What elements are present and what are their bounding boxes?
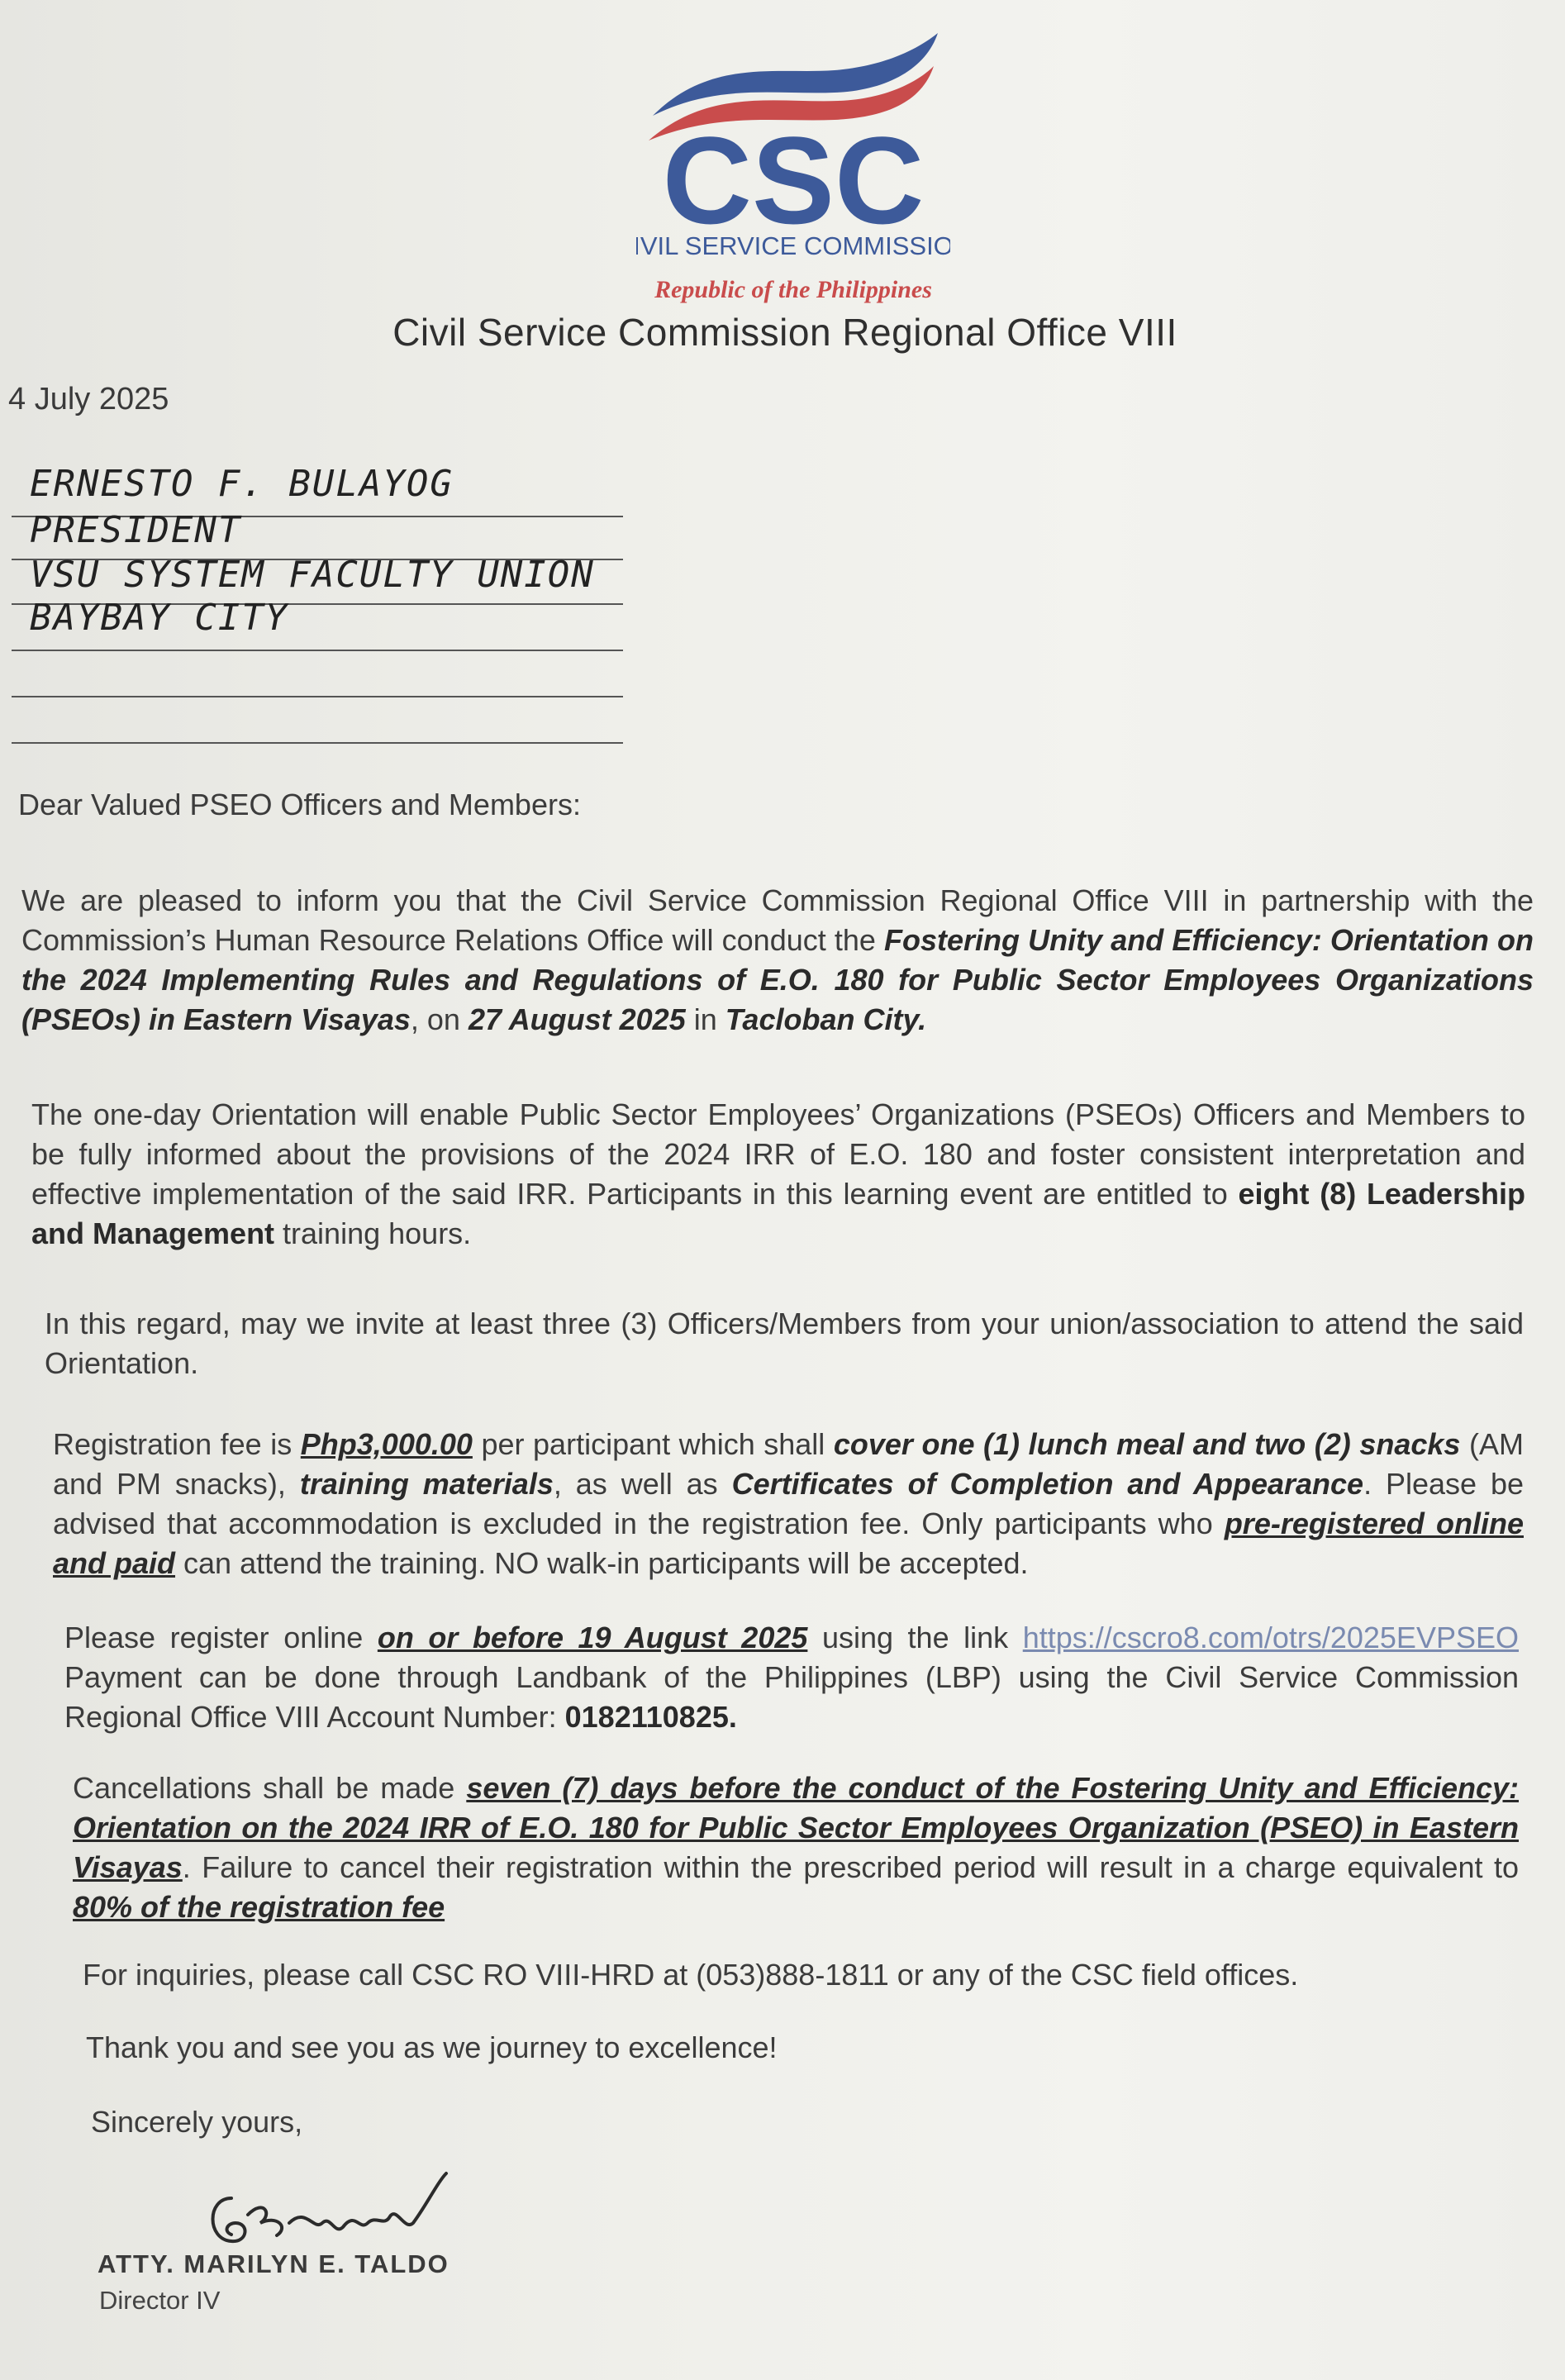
csc-logo-graphic (636, 25, 950, 273)
cancellation-charge: 80% of the registration fee (73, 1890, 445, 1924)
paragraph-orientation (31, 1095, 1525, 1254)
fee-coverage: cover one (1) lunch meal and two (2) snacks (833, 1427, 1461, 1461)
fee-amount: Php3,000.00 (300, 1427, 473, 1461)
addressee-position: PRESIDENT (30, 509, 242, 551)
addressee-city: BAYBAY CITY (30, 597, 289, 639)
closing: Sincerely yours, (91, 2105, 303, 2139)
cancellation-period: seven (7) days before the conduct of the Fostering Unity and Efficiency: Orientation on the 2024 IRR of E.O. 180 for Public Sector Employees Organization (PSEO) in Eastern Visayas (73, 1771, 1519, 1884)
registration-link[interactable]: https://cscro8.com/otrs/2025EVPSEO (1022, 1621, 1519, 1654)
logo-letters: CSC (662, 111, 925, 250)
text: (AM and PM snacks), (53, 1427, 1524, 1501)
text: We are pleased to inform you that the Civil Service Commission Regional Office VIII in partnership with the Commission’s Human Resource Relations Office will conduct the (21, 883, 1534, 957)
text: per participant which shall (472, 1427, 834, 1461)
event-title: Fostering Unity and Efficiency: Orientation on the 2024 Implementing Rules and Regulations of E.O. 180 for Public Sector Employees Organizations (PSEOs) in Eastern Visayas (21, 923, 1534, 1036)
text: The one-day Orientation will enable Public Sector Employees’ Organizations (PSEOs) Officers and Members to be fully informed about the provisions of the 2024 IRR of E.O. 180 and foster consistent interpretation and effective implementation of the said IRR. Participants in this learning event are entitled to (31, 1097, 1525, 1211)
text: , as well as (553, 1467, 732, 1501)
account-number: 0182110825. (564, 1700, 737, 1734)
logo-subtitle: IVIL SERVICE COMMISSIO (636, 231, 950, 260)
event-place: Tacloban City. (725, 1002, 927, 1036)
logo-tagline: Republic of the Philippines (654, 276, 932, 303)
paragraph-announcement (21, 881, 1534, 1040)
registration-deadline: on or before 19 August 2025 (377, 1621, 808, 1654)
text: , on (410, 1002, 469, 1036)
signatory-name: ATTY. MARILYN E. TALDO (98, 2249, 450, 2278)
fee-certificates: Certificates of Completion and Appearance (731, 1467, 1364, 1501)
addressee-organization: VSU SYSTEM FACULTY UNION (30, 554, 595, 596)
event-date: 27 August 2025 (468, 1002, 686, 1036)
salutation: Dear Valued PSEO Officers and Members: (18, 788, 581, 821)
address-line (12, 650, 623, 651)
text: can attend the training. NO walk-in participants will be accepted. (175, 1546, 1029, 1580)
text: in (685, 1002, 725, 1036)
paragraph-cancellation (73, 1768, 1519, 1927)
text: Cancellations shall be made (73, 1771, 467, 1805)
paragraph-inquiries: For inquiries, please call CSC RO VIII-HRD at (053)888-1811 or any of the CSC field offices. (83, 1958, 1299, 1992)
text: training hours. (274, 1216, 472, 1250)
preregistration-note: pre-registered online and paid (53, 1507, 1524, 1580)
paragraph-thanks: Thank you and see you as we journey to excellence! (86, 2030, 778, 2064)
address-line (12, 696, 623, 697)
letter-date: 4 July 2025 (8, 382, 169, 416)
csc-logo (636, 25, 950, 273)
signatory-title: Director IV (99, 2286, 221, 2315)
training-hours: eight (8) Leadership and Management (31, 1177, 1525, 1250)
text: Payment can be done through Landbank of the Philippines (LBP) using the Civil Service Commission Regional Office VIII Account Number: (64, 1660, 1519, 1734)
address-line (12, 742, 623, 744)
handwritten-signature (198, 2165, 471, 2256)
paragraph-registration-fee (53, 1425, 1524, 1583)
text: using the link (807, 1621, 1023, 1654)
text: Please register online (64, 1621, 378, 1654)
fee-materials: training materials (299, 1467, 554, 1501)
paragraph-invitation: In this regard, may we invite at least three (3) Officers/Members from your union/association to attend the said Orientation. (45, 1307, 1524, 1380)
addressee-name: ERNESTO F. BULAYOG (30, 463, 454, 505)
text: Registration fee is (53, 1427, 301, 1461)
text: . Please be advised that accommodation is excluded in the registration fee. Only participants who (53, 1467, 1525, 1540)
text: . Failure to cancel their registration within the prescribed period will result in a charge equivalent to (182, 1850, 1519, 1884)
paragraph-register-online (64, 1618, 1519, 1737)
office-title: Civil Service Commission Regional Office VIII (392, 311, 1177, 354)
